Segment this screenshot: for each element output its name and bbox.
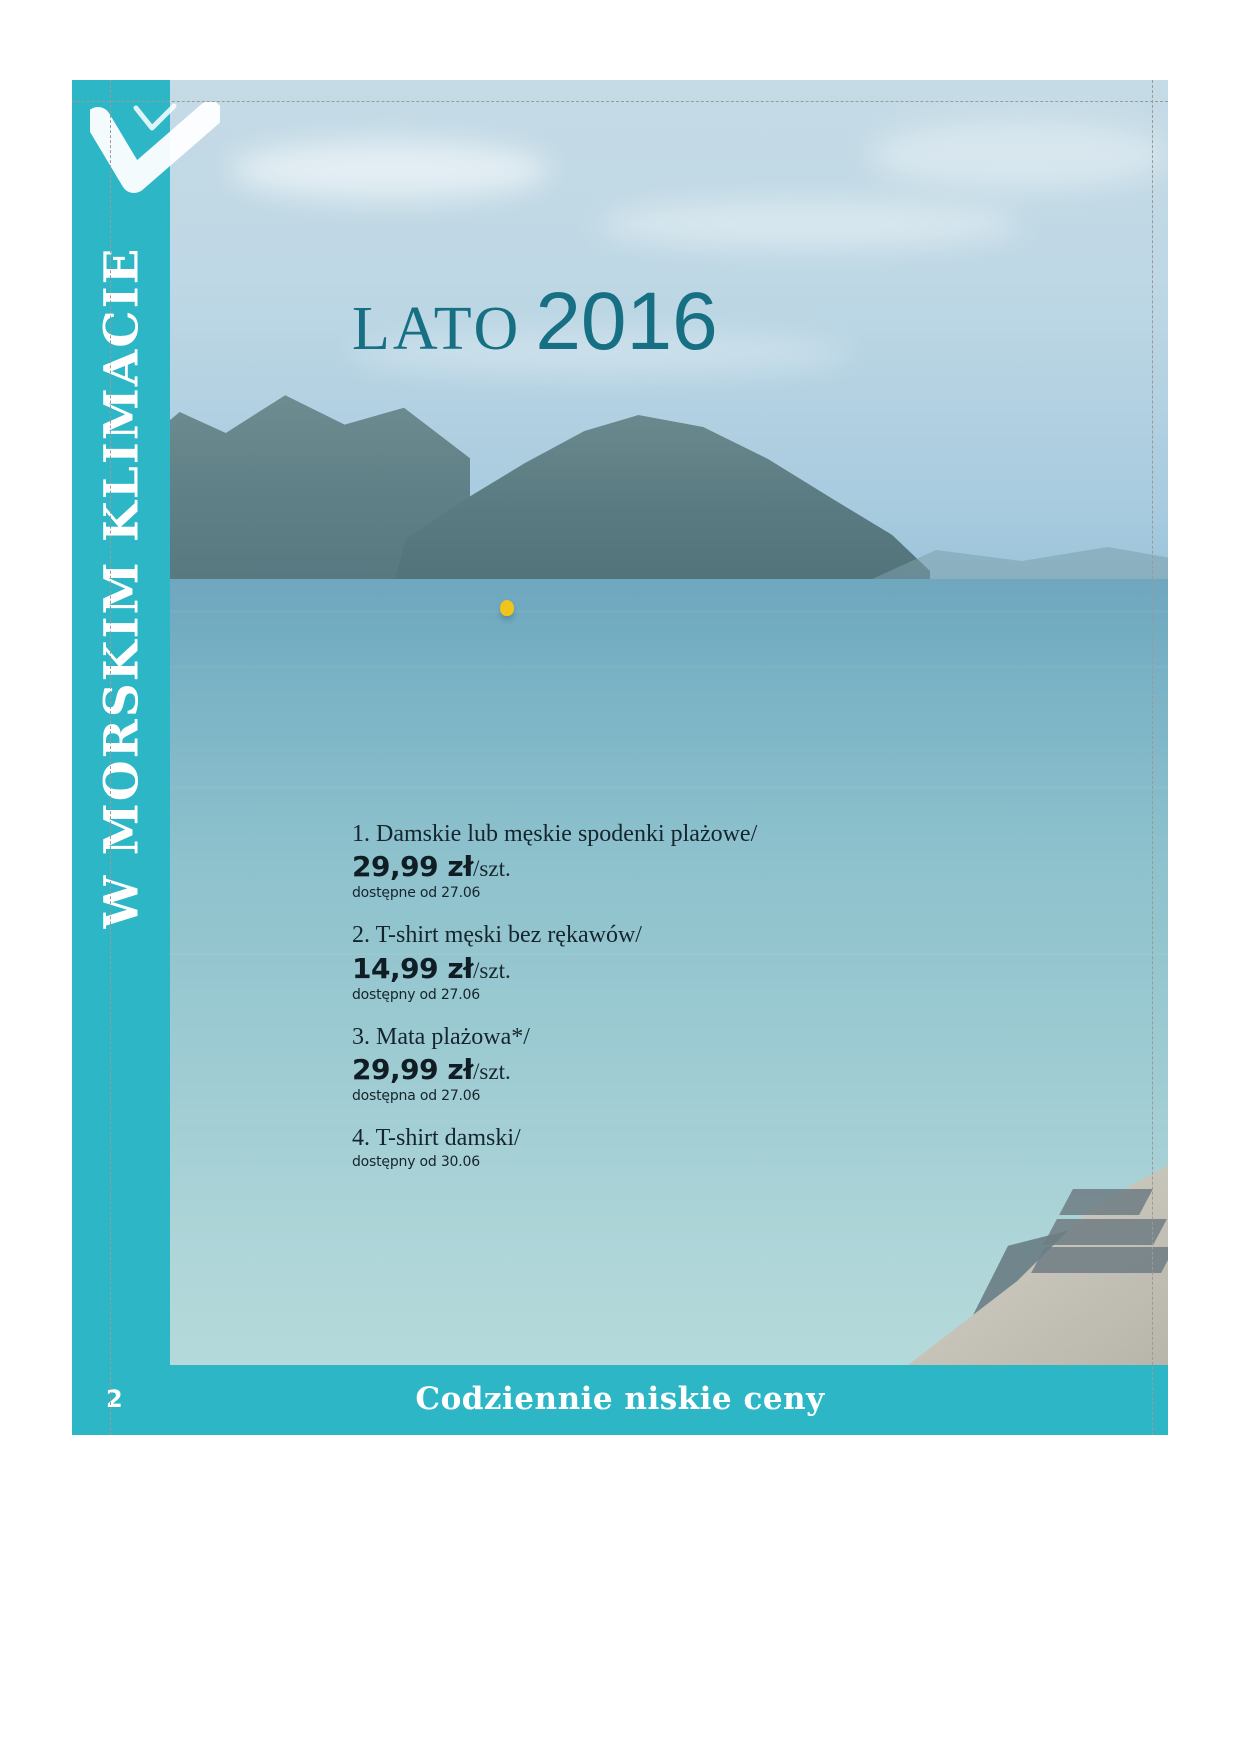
product-availability: dostępny od 27.06	[352, 986, 480, 1003]
product-availability: dostępna od 27.06	[352, 1087, 481, 1104]
product-unit: /szt.	[473, 1058, 511, 1084]
headline-year: 2016	[535, 276, 718, 367]
pier-block	[1043, 1219, 1167, 1245]
checkmark-logo-icon	[90, 102, 220, 202]
headline-word: LATO	[352, 295, 522, 363]
sidebar-band	[72, 80, 170, 1365]
product-unit: /szt.	[473, 856, 511, 882]
pier-block	[1031, 1247, 1168, 1273]
product-unit: /szt.	[473, 957, 511, 983]
page-footer	[72, 1365, 1168, 1435]
product-price-line	[352, 952, 782, 985]
product-price-line	[352, 850, 782, 883]
page-title	[352, 275, 718, 369]
product-availability: dostępny od 30.06	[352, 1154, 480, 1171]
cloud	[870, 120, 1168, 190]
cloud	[230, 140, 550, 200]
list-item	[352, 1124, 782, 1170]
cloud	[600, 200, 1020, 248]
product-price-line	[352, 1053, 782, 1086]
product-price: 29,99 zł	[352, 850, 474, 884]
product-title: 2. T-shirt męski bez rękawów/	[352, 922, 642, 949]
product-price: 29,99 zł	[352, 1052, 474, 1086]
pier	[908, 1115, 1168, 1365]
list-item	[352, 1023, 782, 1104]
buoy-marker	[500, 600, 514, 616]
product-price: 14,99 zł	[352, 951, 474, 985]
product-list	[352, 820, 782, 1190]
list-item	[352, 921, 782, 1002]
product-title: 4. T-shirt damski/	[352, 1124, 521, 1151]
pier-block	[1059, 1189, 1153, 1215]
page-number: 2	[106, 1385, 123, 1413]
product-title: 3. Mata plażowa*/	[352, 1023, 530, 1050]
list-item	[352, 820, 782, 901]
leaflet-page	[72, 80, 1168, 1435]
product-availability: dostępne od 27.06	[352, 885, 481, 902]
product-title: 1. Damskie lub męskie spodenki plażowe/	[352, 821, 758, 847]
footer-slogan: Codziennie niskie ceny	[415, 1381, 825, 1417]
sidebar-slogan: W MORSKIM KLIMACIE	[94, 246, 150, 929]
